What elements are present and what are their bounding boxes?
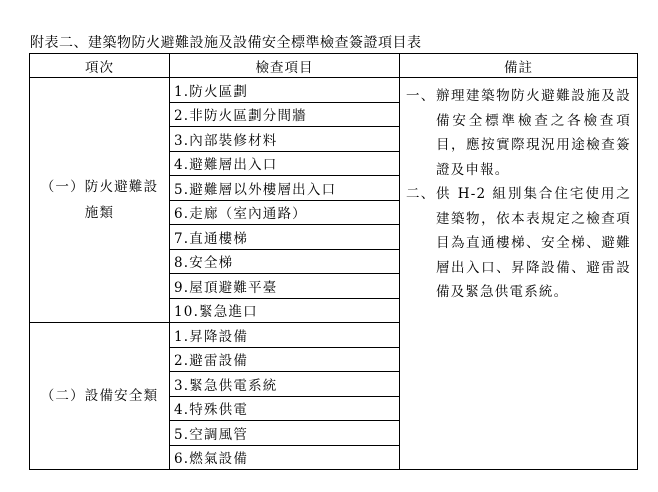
inspection-item: 2.避雷設備 <box>170 347 400 372</box>
category-label-line1: （一）防火避難設 <box>40 179 159 195</box>
inspection-item: 10.緊急進口 <box>170 298 400 323</box>
inspection-item: 3.緊急供電系統 <box>170 372 400 397</box>
header-category: 項次 <box>30 54 170 78</box>
inspection-item: 7.直通樓梯 <box>170 225 400 250</box>
category-label-line1: （二）設備安全類 <box>40 388 159 404</box>
inspection-item: 4.避難層出入口 <box>170 151 400 176</box>
header-remarks: 備註 <box>400 54 638 78</box>
remark-number: 二、 <box>406 186 436 202</box>
header-items: 檢查項目 <box>170 54 400 78</box>
category-fire-evacuation <box>30 78 170 323</box>
table-row <box>30 78 638 103</box>
inspection-item: 1.防火區劃 <box>170 78 400 103</box>
remark-1 <box>406 84 631 182</box>
category-label-line2: 施類 <box>84 205 115 221</box>
inspection-items-table <box>29 53 638 470</box>
inspection-item: 1.昇降設備 <box>170 323 400 348</box>
inspection-item: 9.屋頂避難平臺 <box>170 274 400 299</box>
inspection-item: 8.安全梯 <box>170 249 400 274</box>
inspection-item: 3.內部裝修材料 <box>170 127 400 152</box>
remark-number: 一、 <box>406 88 436 104</box>
inspection-item: 6.燃氣設備 <box>170 445 400 470</box>
table-header-row <box>30 54 638 78</box>
inspection-item: 5.空調風管 <box>170 421 400 446</box>
remarks-cell <box>400 78 638 470</box>
remark-text: 供 H-2 組別集合住宅使用之建築物，依本表規定之檢查項目為直通樓梯、安全梯、避難層出入口、昇降設備、避雷設備及緊急供電系統。 <box>436 186 631 300</box>
remark-2 <box>406 182 631 305</box>
table-title: 附表二、建築物防火避難設施及設備安全標準檢查簽證項目表 <box>30 35 422 51</box>
category-equipment-safety <box>30 323 170 470</box>
inspection-item: 5.避難層以外樓層出入口 <box>170 176 400 201</box>
remark-text: 辦理建築物防火避難設施及設備安全標準檢查之各檢查項目，應按實際現況用途檢查簽證及申報。 <box>436 88 631 178</box>
inspection-item: 6.走廊（室內通路） <box>170 200 400 225</box>
inspection-item: 2.非防火區劃分間牆 <box>170 102 400 127</box>
inspection-item: 4.特殊供電 <box>170 396 400 421</box>
